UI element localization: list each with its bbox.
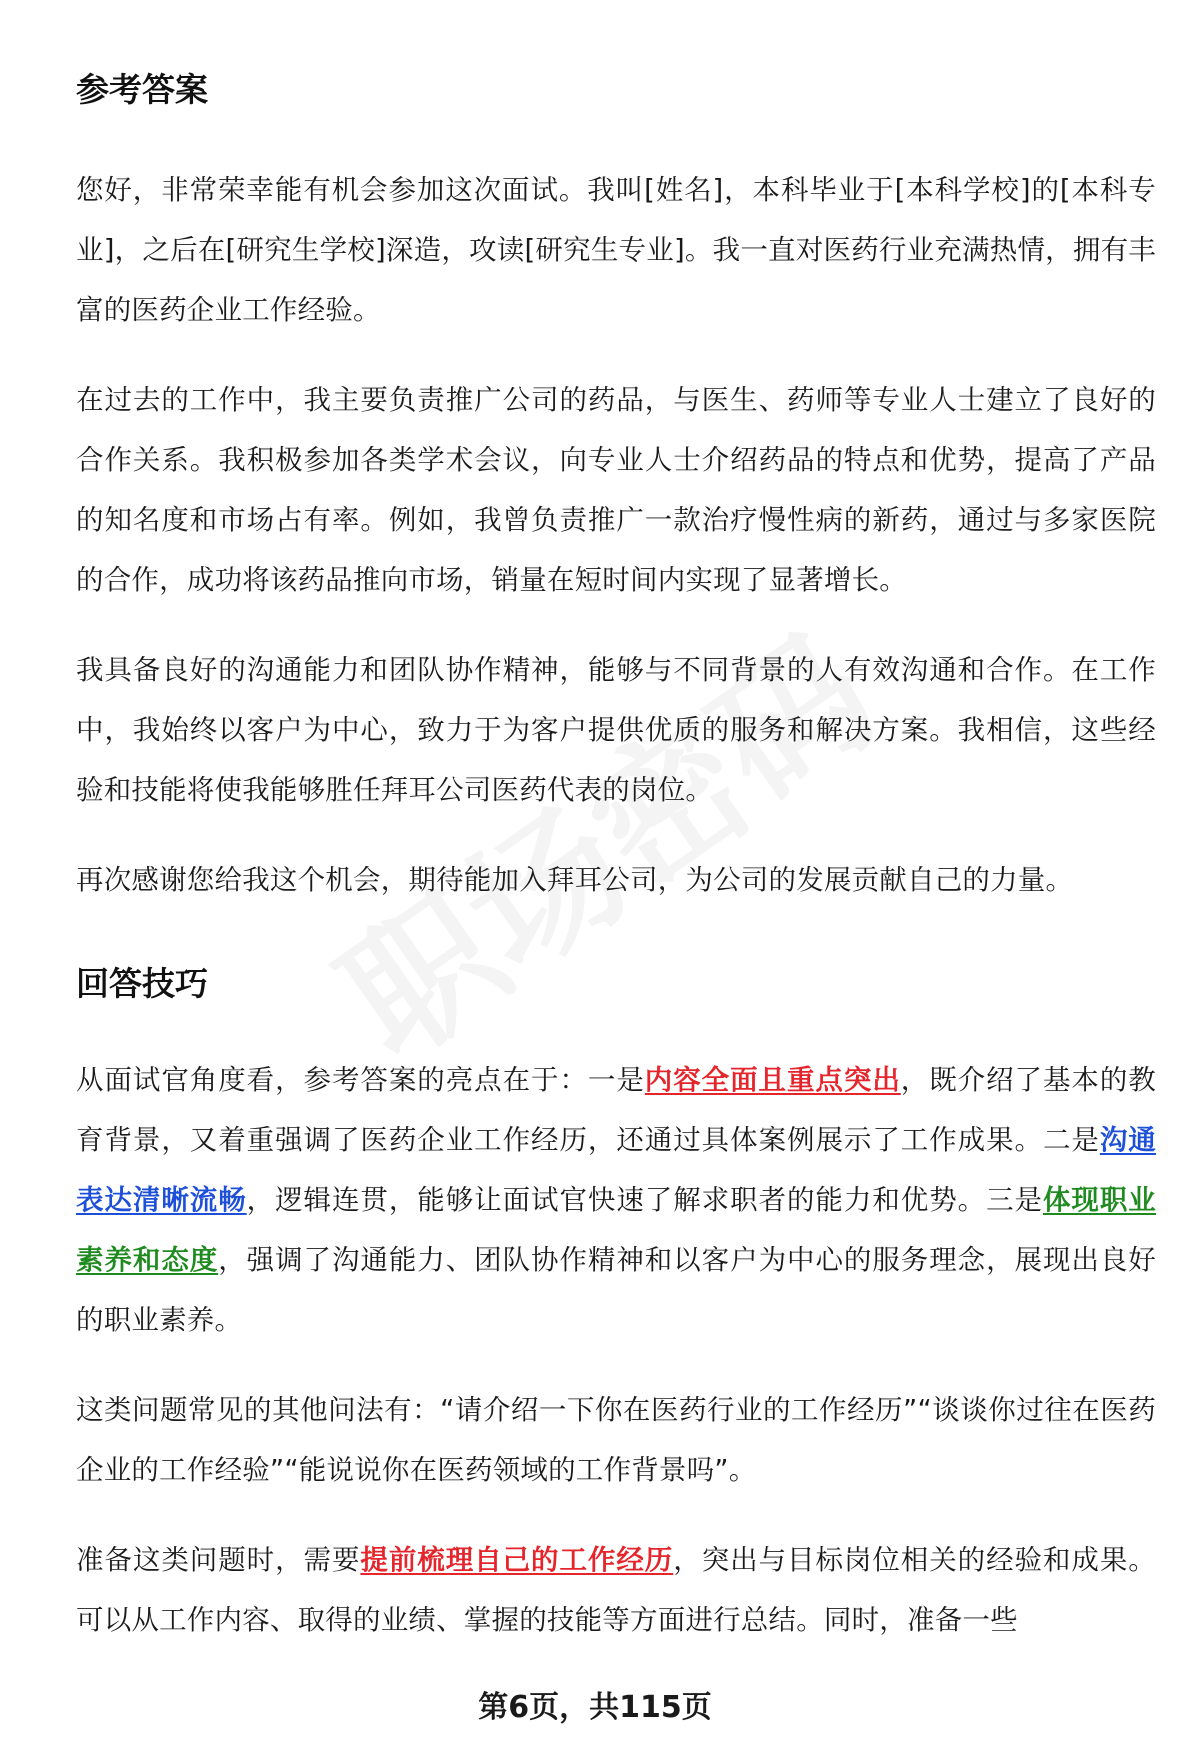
tips-text: 从面试官角度看，参考答案的亮点在于：一是 bbox=[76, 1064, 645, 1096]
tips-text: ，突出与目标岗位相关的经验和成果。可以从工作内容、取得的业绩、掌握的技能等方面进行总结。同时，准备一些 bbox=[76, 1544, 1156, 1636]
highlight-professionalism: 体现职业素养和态度 bbox=[76, 1184, 1156, 1276]
answer-paragraph: 在过去的工作中，我主要负责推广公司的药品，与医生、药师等专业人士建立了良好的合作关系。我积极参加各类学术会议，向专业人士介绍药品的特点和优势，提高了产品的知名度和市场占有率。例如，我曾负责推广一款治疗慢性病的新药，通过与多家医院的合作，成功将该药品推向市场，销量在短时间内实现了显著增长。 bbox=[76, 384, 1156, 596]
answer-paragraph: 再次感谢您给我这个机会，期待能加入拜耳公司，为公司的发展贡献自己的力量。 bbox=[76, 864, 1074, 896]
tips-paragraph bbox=[76, 1530, 1156, 1650]
highlight-clear-expression: 沟通表达清晰流畅 bbox=[76, 1124, 1156, 1216]
section-heading-tips: 回答技巧 bbox=[76, 964, 208, 1003]
section-heading-answer: 参考答案 bbox=[76, 70, 208, 109]
tips-text: 准备这类问题时，需要 bbox=[76, 1544, 361, 1576]
answer-paragraph: 我具备良好的沟通能力和团队协作精神，能够与不同背景的人有效沟通和合作。在工作中，我始终以客户为中心，致力于为客户提供优质的服务和解决方案。我相信，这些经验和技能将使我能够胜任拜耳公司医药代表的岗位。 bbox=[76, 654, 1156, 806]
tips-paragraph: 这类问题常见的其他问法有：“请介绍一下你在医药行业的工作经历”“谈谈你过往在医药企业的工作经验”“能说说你在医药领域的工作背景吗”。 bbox=[76, 1394, 1156, 1486]
answer-paragraph: 您好，非常荣幸能有机会参加这次面试。我叫[姓名]，本科毕业于[本科学校]的[本科专业]，之后在[研究生学校]深造，攻读[研究生专业]。我一直对医药行业充满热情，拥有丰富的医药企业工作经验。 bbox=[76, 174, 1156, 326]
page-number: 第6页，共115页 bbox=[478, 1690, 712, 1725]
tips-text: ，既介绍了基本的教育背景，又着重强调了医药企业工作经历，还通过具体案例展示了工作成果。二是 bbox=[76, 1064, 1156, 1156]
highlight-review-experience: 提前梳理自己的工作经历 bbox=[360, 1544, 674, 1576]
tips-text: ，强调了沟通能力、团队协作精神和以客户为中心的服务理念，展现出良好的职业素养。 bbox=[76, 1244, 1156, 1336]
tips-paragraph bbox=[76, 1050, 1156, 1350]
tips-text: ，逻辑连贯，能够让面试官快速了解求职者的能力和优势。三是 bbox=[246, 1184, 1043, 1216]
highlight-comprehensive: 内容全面且重点突出 bbox=[644, 1064, 901, 1096]
